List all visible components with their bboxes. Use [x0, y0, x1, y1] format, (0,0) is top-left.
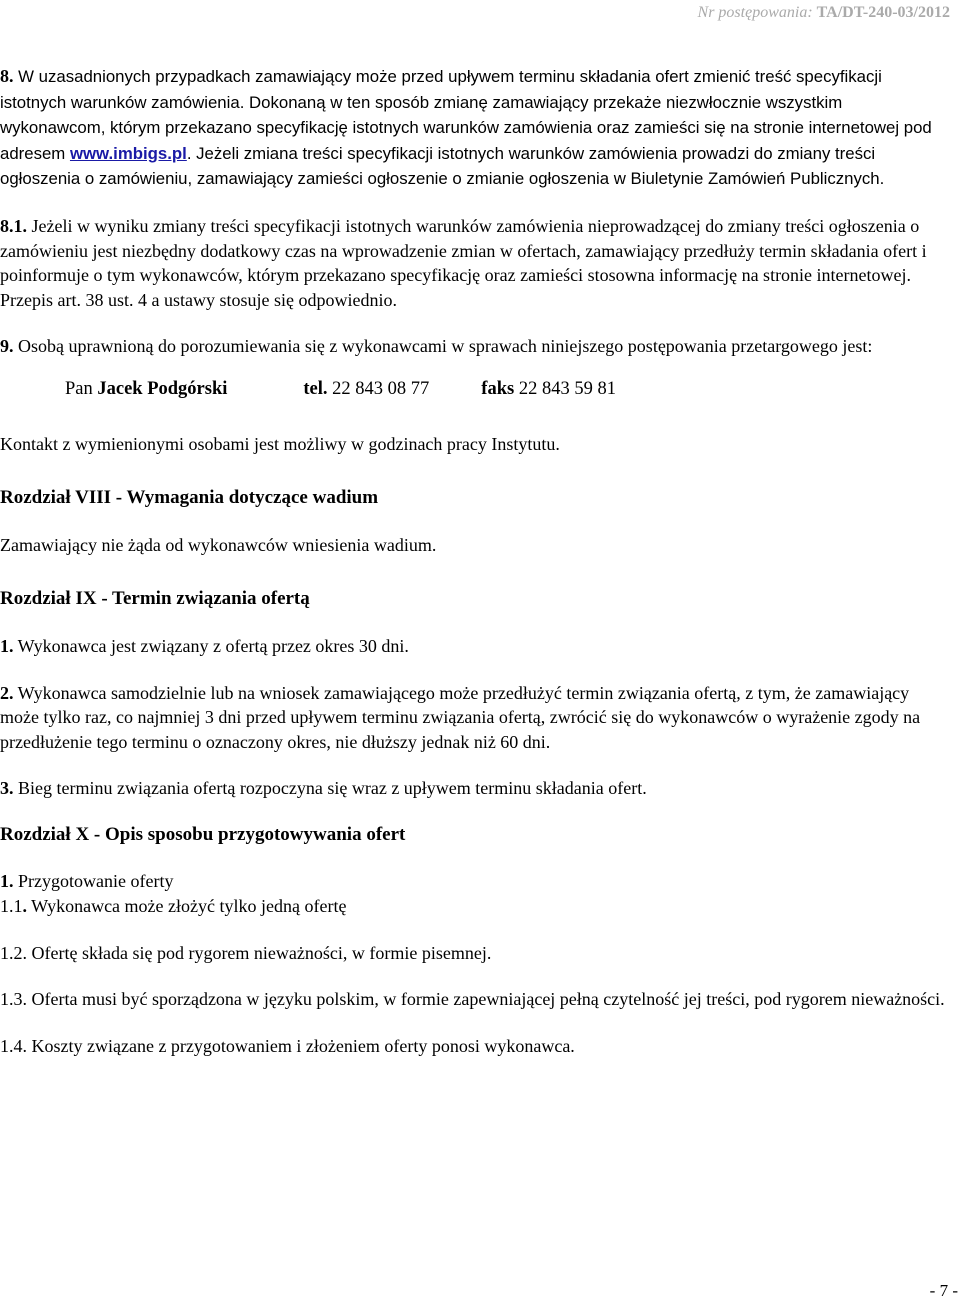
item-number: 1.: [0, 635, 14, 656]
contact-title: Pan: [65, 378, 98, 399]
phone-label: tel.: [303, 378, 328, 399]
item-number: 1.1: [0, 896, 23, 917]
procedure-number-value: TA/DT-240-03/2012: [816, 4, 950, 21]
document-body: [0, 64, 952, 1058]
fax-label: faks: [481, 378, 515, 399]
contact-note: Kontakt z wymienionymi osobami jest możliwy w godzinach pracy Instytutu.: [0, 433, 560, 454]
chapter-10-item-1-1: [0, 894, 952, 919]
contact-name: Jacek Podgórski: [97, 378, 228, 399]
chapter-8-heading: Rozdział VIII - Wymagania dotyczące wadium: [0, 487, 379, 509]
item-text: Wykonawca może złożyć tylko jedną ofertę: [27, 896, 347, 917]
chapter-10-item-1-3: 1.3. Oferta musi być sporządzona w języku polskim, w formie zapewniającej pełną czytelność jej treści, pod rygorem nieważności.: [0, 989, 945, 1010]
paragraph-9: [0, 334, 952, 359]
item-text: Wykonawca samodzielnie lub na wniosek zamawiającego może przedłużyć termin związania ofertą, z tym, że zamawiający może tylko raz, co najmniej 3 dni przed upływem terminu związania ofertą, zwrócić się do wykonawców o wyrażenie zgody na przedłużenie tego terminu o oznaczony okres, nie dłuższy jednak niż 60 dni.: [0, 682, 921, 752]
item-text: Przygotowanie oferty: [13, 871, 174, 892]
chapter-9-item-2: [0, 681, 952, 755]
chapter-9-heading: Rozdział IX - Termin związania ofertą: [0, 588, 310, 610]
chapter-9-item-1: [0, 634, 952, 659]
chapter-10-heading: Rozdział X - Opis sposobu przygotowywania ofert: [0, 823, 406, 845]
page-number: - 7 -: [929, 1281, 958, 1300]
item-number-dot: .: [22, 896, 27, 917]
chapter-10-item-1: [0, 869, 952, 894]
item-number: 3.: [0, 778, 14, 799]
paragraph-number: 8.1.: [0, 215, 27, 236]
procedure-number-label: Nr postępowania:: [697, 4, 813, 21]
paragraph-8: [0, 64, 952, 192]
website-link[interactable]: www.imbigs.pl: [69, 143, 187, 163]
paragraph-text: Osobą uprawnioną do porozumiewania się z wykonawcami w sprawach niniejszego postępowania przetargowego jest:: [13, 336, 873, 357]
paragraph-number: 9.: [0, 336, 14, 357]
phone-number: 22 843 08 77: [327, 378, 430, 399]
chapter-9-item-3: [0, 776, 952, 801]
page-header: [698, 4, 950, 22]
paragraph-8-1: [0, 214, 952, 312]
item-number: 2.: [0, 682, 14, 703]
paragraph-text: Jeżeli w wyniku zmiany treści specyfikacji istotnych warunków zamówienia nieprowadzącej do zmiany treści ogłoszenia o zamówieniu jest niezbędny dodatkowy czas na wprowadzenie zmian w ofertach, zamawiający przedłuży termin składania ofert i poinformuje o tym wykonawców, którym przekazano specyfikację oraz zamieści stosowna informację na stronie internetowej. Przepis art. 38 ust. 4 a ustawy stosuje się odpowiednio.: [0, 215, 927, 310]
chapter-10-item-1-2: 1.2. Ofertę składa się pod rygorem nieważności, w formie pisemnej.: [0, 942, 492, 963]
paragraph-text-continued: . Jeżeli zmiana treści specyfikacji istotnych warunków zamówienia prowadzi do zmiany treści ogłoszenia o zamówieniu, zamawiający zamieści ogłoszenie o zmianie ogłoszenia w Biuletynie Zamówień Publicznych.: [0, 143, 885, 189]
paragraph-number: 8.: [0, 66, 14, 86]
chapter-10-item-1-4: 1.4. Koszty związane z przygotowaniem i złożeniem oferty ponosi wykonawca.: [0, 1035, 575, 1056]
chapter-8-text: Zamawiający nie żąda od wykonawców wniesienia wadium.: [0, 534, 437, 555]
contact-person: [0, 377, 952, 402]
item-text: Bieg terminu związania ofertą rozpoczyna się wraz z upływem terminu składania ofert.: [13, 778, 647, 799]
fax-number: 22 843 59 81: [514, 378, 616, 399]
item-number: 1.: [0, 871, 14, 892]
item-text: Wykonawca jest związany z ofertą przez okres 30 dni.: [13, 635, 409, 656]
paragraph-text: W uzasadnionych przypadkach zamawiający może przed upływem terminu składania ofert zmienić treść specyfikacji istotnych warunków zamówienia. Dokonaną w ten sposób zmianę zamawiający przekaże niezwłocznie wszystkim wykonawcom, którym przekazano specyfikację istotnych warunków zamówienia oraz zamieści się na stronie internetowej pod adresem: [0, 67, 932, 163]
